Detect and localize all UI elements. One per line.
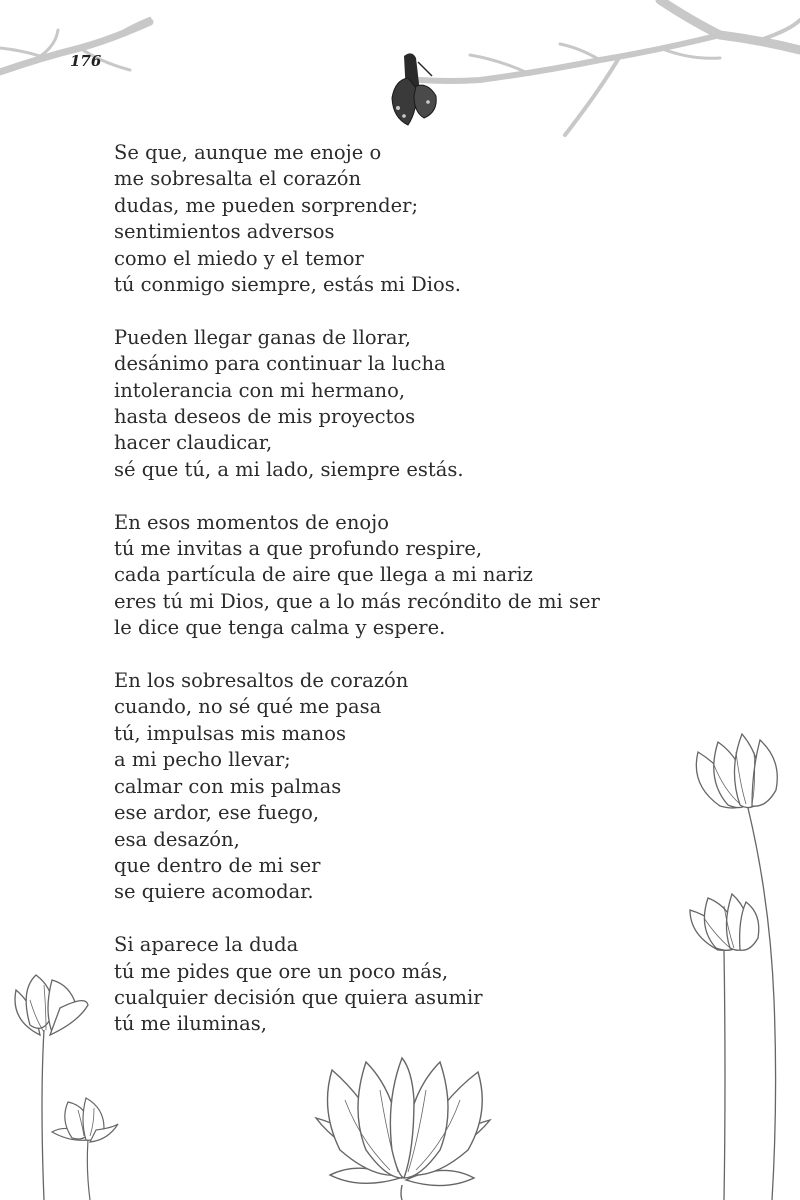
poem-line: dudas, me pueden sorprender; (114, 193, 419, 217)
poem-line: Pueden llegar ganas de llorar, (114, 325, 411, 349)
flower-left-tall-icon (15, 975, 88, 1200)
poem-line: tú me iluminas, (114, 1012, 267, 1036)
poem-line: cuando, no sé qué me pasa (114, 695, 382, 719)
page-number: 176 (70, 52, 102, 70)
poem-line: Si aparece la duda (114, 933, 299, 957)
poem-line: desánimo para continuar la lucha (114, 352, 446, 376)
poem-line: cualquier decisión que quiera asumir (114, 985, 483, 1009)
poem-line: tú me invitas a que profundo respire, (114, 537, 483, 561)
poem-line: eres tú mi Dios, que a lo más recóndito de mi ser (114, 589, 600, 613)
poem-line: intolerancia con mi hermano, (114, 378, 406, 402)
stanza (114, 140, 714, 298)
poem-line: Se que, aunque me enoje o (114, 141, 382, 164)
branch-right-icon (420, 0, 800, 135)
poem-line: me sobresalta el corazón (114, 167, 362, 191)
stanza (114, 932, 714, 1038)
poem-line: esa desazón, (114, 827, 240, 851)
poem-line: tú, impulsas mis manos (114, 721, 346, 745)
poem-line: sé que tú, a mi lado, siempre estás. (114, 457, 464, 481)
poem-line: ese ardor, ese fuego, (114, 801, 320, 825)
poem-text (114, 140, 714, 1064)
poem-line: En los sobresaltos de corazón (114, 669, 409, 693)
stanza (114, 510, 714, 642)
poem-line: hasta deseos de mis proyectos (114, 405, 416, 429)
flower-left-small-icon (52, 1098, 118, 1200)
poem-line: calmar con mis palmas (114, 774, 342, 798)
stanza (114, 668, 714, 906)
poem-line: sentimientos adversos (114, 220, 335, 244)
poem-line: como el miedo y el temor (114, 246, 364, 270)
poem-line: tú me pides que ore un poco más, (114, 959, 449, 983)
poem-line: se quiere acomodar. (114, 880, 314, 904)
poem-line: cada partícula de aire que llega a mi nariz (114, 563, 533, 587)
poem-line: En esos momentos de enojo (114, 510, 389, 534)
stanza (114, 325, 714, 483)
poem-line: hacer claudicar, (114, 431, 273, 455)
poem-line: tú conmigo siempre, estás mi Dios. (114, 273, 461, 297)
butterfly-icon (392, 53, 436, 125)
poem-line: le dice que tenga calma y espere. (114, 616, 446, 640)
flower-center-large-icon (316, 1058, 490, 1200)
poem-line: a mi pecho llevar; (114, 748, 291, 772)
poem-line: que dentro de mi ser (114, 853, 321, 877)
